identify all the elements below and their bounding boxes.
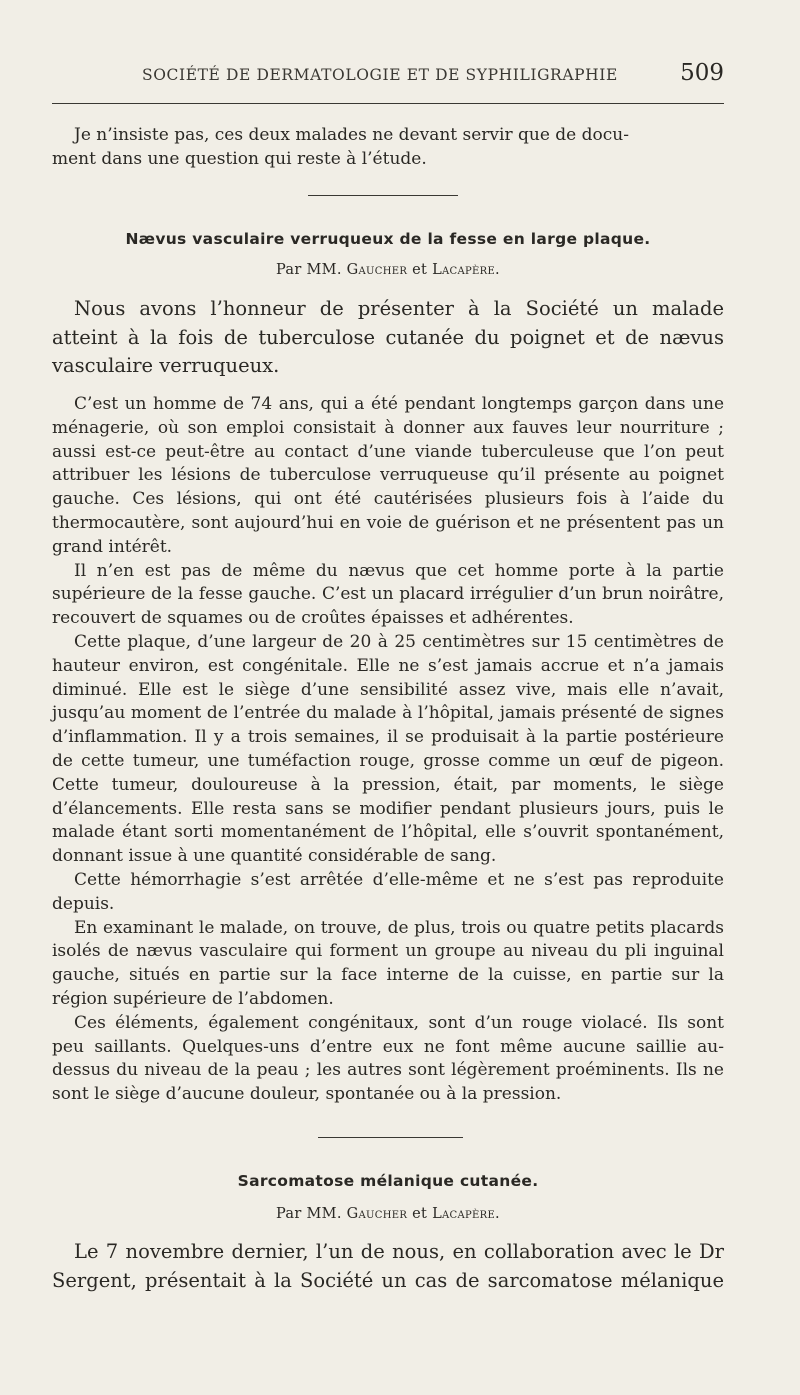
lead-paragraph: Le 7 novembre dernier, l’un de nous, en collaboration avec le Dr Sergent, présentait à la Société un cas de sarcomatose mélanique (52, 1240, 724, 1292)
section-separator (308, 195, 458, 196)
body-paragraph: Cette plaque, d’une largeur de 20 à 25 centimètres sur 15 centimètres de hauteur environ, est congénitale. Elle ne s’est jamais accrue et n’a jamais diminué. Elle est le siège d’une sensibilité assez vive, mais elle n’avait, jusqu’au moment de l’entrée du malade à l’hôpital, jamais présenté de signes d’inflammation. Il y a trois semaines, il se produisait à la partie postérieure de cette tumeur, une tuméfaction rouge, grosse comme un œuf de pigeon. Cette tumeur, douloureuse à la pression, était, par moments, le siège d’élancements. Elle resta sans se modifier pendant plusieurs jours, puis le malade étant sorti momentanément de l’hôpital, elle s’ouvrit spontanément, donnant issue à une quantité considérable de sang. (52, 631, 724, 867)
byline-author: Gaucher (346, 1206, 408, 1222)
byline-author: Lacapère. (432, 262, 500, 278)
byline-prefix: Par MM. (276, 262, 342, 278)
byline-author: Gaucher (346, 262, 408, 278)
body-paragraph: C’est un homme de 74 ans, qui a été pendant longtemps garçon dans une ménagerie, où son emploi consistait à donner aux fauves leur nourriture ; aussi est-ce peut-être au contact d’une viande tuberculeuse que l’on peut attribuer les lésions de tuberculose verruqueuse qu’il présente au poignet gauche. Ces lésions, qui ont été cautérisées plusieurs fois à l’aide du thermocautère, sont aujourd’hui en voie de guérison et ne présentent pas un grand intérêt. (52, 394, 724, 557)
lead-paragraph: Nous avons l’honneur de présenter à la Société un malade atteint à la fois de tuberculose cutanée du poignet et de nævus vasculaire verruqueux. (52, 297, 724, 377)
byline-author: Lacapère. (432, 1206, 500, 1222)
article-byline (52, 262, 724, 278)
section-separator (318, 1137, 463, 1138)
article-lead (52, 295, 724, 381)
intro-block (52, 124, 724, 172)
article-title: Nævus vasculaire verruqueux de la fesse en large plaque. (125, 230, 651, 248)
byline-and: et (412, 262, 428, 278)
article-lead (52, 1238, 724, 1295)
body-paragraph: En examinant le malade, on trouve, de plus, trois ou quatre petits placards isolés de nævus vasculaire qui forment un groupe au niveau du pli inguinal gauche, situés en partie sur la face interne de la cuisse, en partie sur la région supérieure de l’abdomen. (52, 917, 724, 1009)
body-paragraph: Cette hémorrhagie s’est arrêtée d’elle-même et ne s’est pas reproduite depuis. (52, 869, 724, 914)
article-byline (52, 1206, 724, 1222)
article-body (52, 393, 724, 1107)
header-rule (52, 103, 724, 104)
body-paragraph: Ces éléments, également congénitaux, sont d’un rouge violacé. Ils sont peu saillants. Quelques-uns d’entre eux ne font même aucune saillie au-dessus du niveau de la peau ; les autres sont légèrement proéminents. Ils ne sont le siège d’aucune douleur, spontanée ou à la pression. (52, 1012, 724, 1105)
byline-prefix: Par MM. (276, 1206, 342, 1222)
page-header (52, 60, 724, 90)
intro-paragraph: Je n’insiste pas, ces deux malades ne devant servir que de docu- ment dans une question qui reste à l’étude. (52, 125, 629, 169)
page-number: 509 (680, 60, 724, 86)
body-paragraph: Il n’en est pas de même du nævus que cet homme porte à la partie supérieure de la fesse gauche. C’est un placard irrégulier d’un brun noirâtre, recouvert de squames ou de croûtes épaisses et adhérentes. (52, 560, 724, 629)
running-title: SOCIÉTÉ DE DERMATOLOGIE ET DE SYPHILIGRAPHIE (142, 66, 618, 84)
byline-and: et (412, 1206, 428, 1222)
article-title: Sarcomatose mélanique cutanée. (237, 1172, 539, 1190)
